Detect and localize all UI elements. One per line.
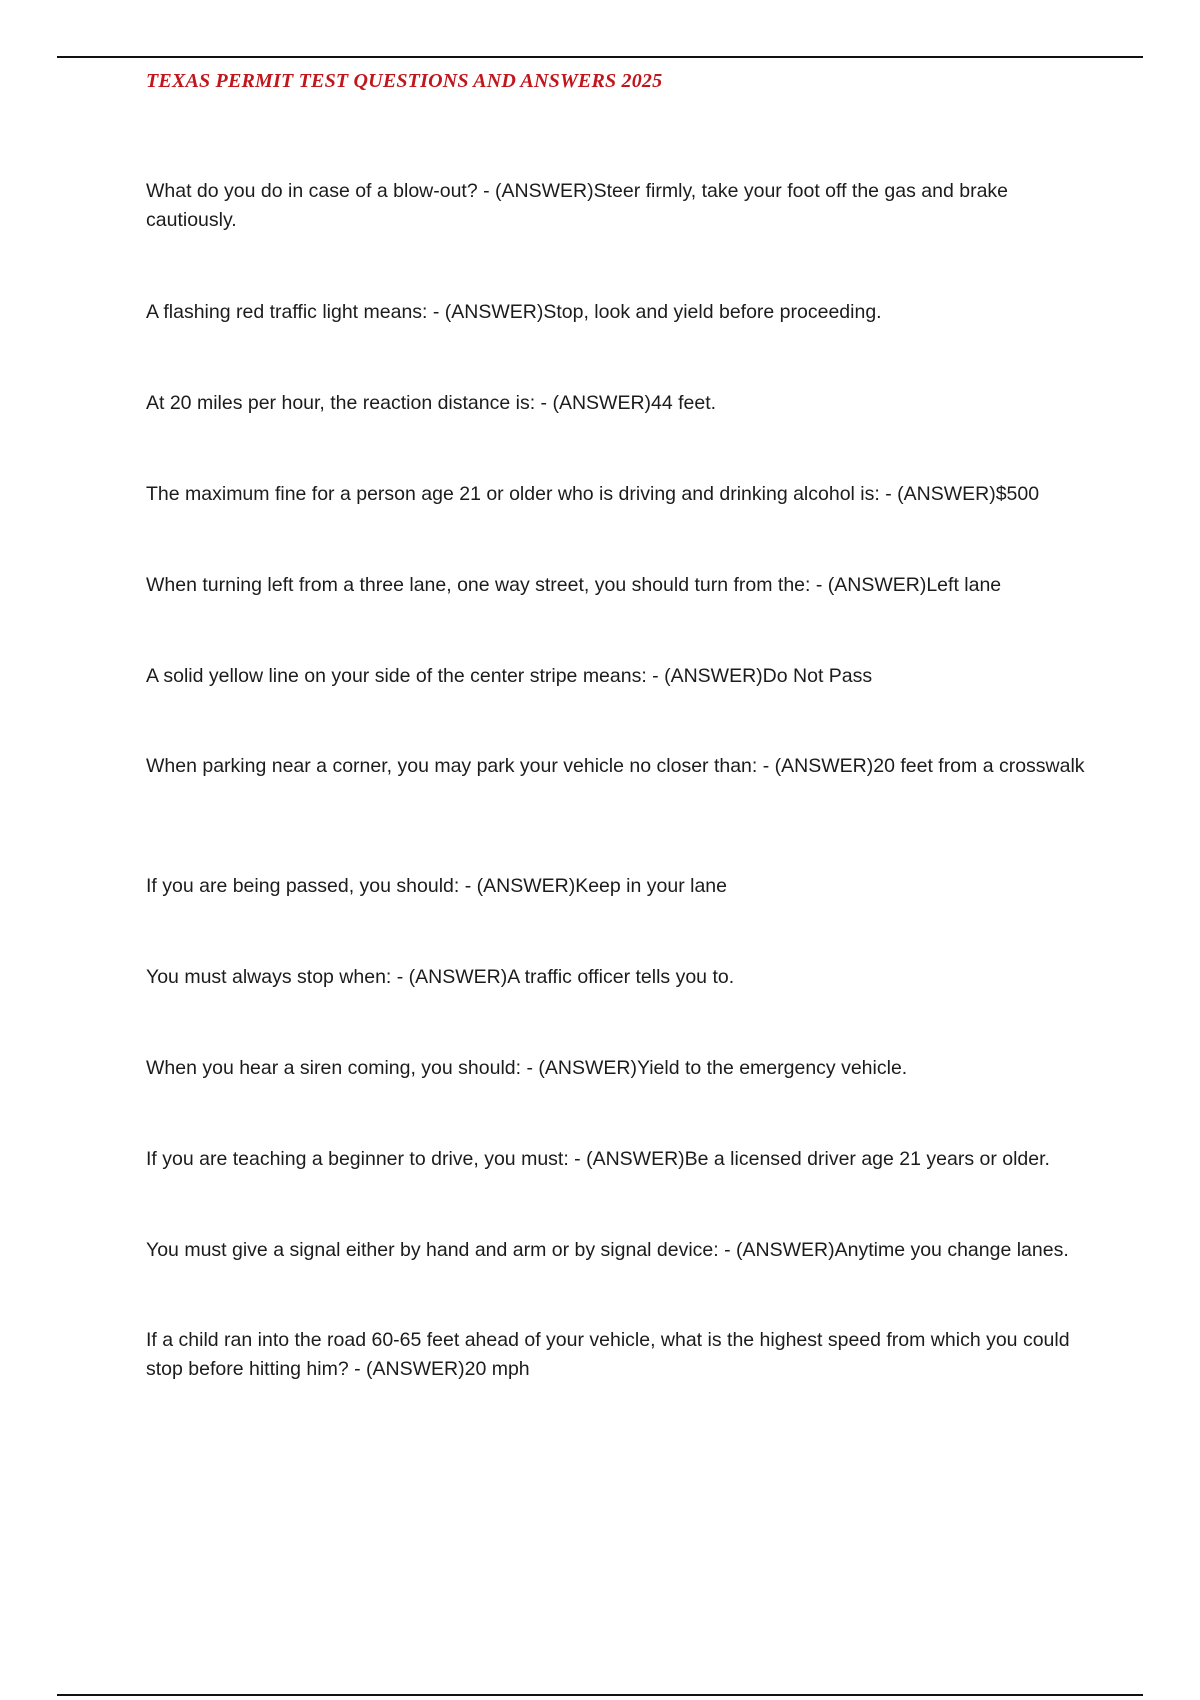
footer-rule: [57, 1694, 1143, 1696]
qa-item-3: At 20 miles per hour, the reaction distance is: - (ANSWER)44 feet.: [146, 392, 717, 414]
document-title: TEXAS PERMIT TEST QUESTIONS AND ANSWERS 2025: [146, 70, 663, 92]
qa-item-2: A flashing red traffic light means: - (ANSWER)Stop, look and yield before proceeding.: [146, 301, 882, 323]
qa-item-5: When turning left from a three lane, one way street, you should turn from the: - (ANSWER)Left lane: [146, 574, 1002, 596]
qa-item-9: You must always stop when: - (ANSWER)A traffic officer tells you to.: [146, 966, 735, 988]
header-rule: [57, 56, 1143, 58]
qa-item-8: If you are being passed, you should: - (ANSWER)Keep in your lane: [146, 875, 727, 897]
qa-item-12: You must give a signal either by hand and arm or by signal device: - (ANSWER)Anytime you change lanes.: [146, 1239, 1069, 1261]
qa-item-13: If a child ran into the road 60-65 feet ahead of your vehicle, what is the highest speed from which you could stop before hitting him? - (ANSWER)20 mph: [146, 1329, 1070, 1380]
qa-item-4: The maximum fine for a person age 21 or older who is driving and drinking alcohol is: - (ANSWER)$500: [146, 483, 1040, 505]
qa-item-10: When you hear a siren coming, you should: - (ANSWER)Yield to the emergency vehicle.: [146, 1057, 908, 1079]
qa-item-11: If you are teaching a beginner to drive, you must: - (ANSWER)Be a licensed driver age 21 years or older.: [146, 1148, 1050, 1170]
qa-item-6: A solid yellow line on your side of the center stripe means: - (ANSWER)Do Not Pass: [146, 665, 873, 687]
qa-item-1: What do you do in case of a blow-out? - (ANSWER)Steer firmly, take your foot off the gas and brake cautiously.: [146, 180, 1009, 231]
qa-item-7: When parking near a corner, you may park your vehicle no closer than: - (ANSWER)20 feet from a crosswalk: [146, 755, 1085, 777]
